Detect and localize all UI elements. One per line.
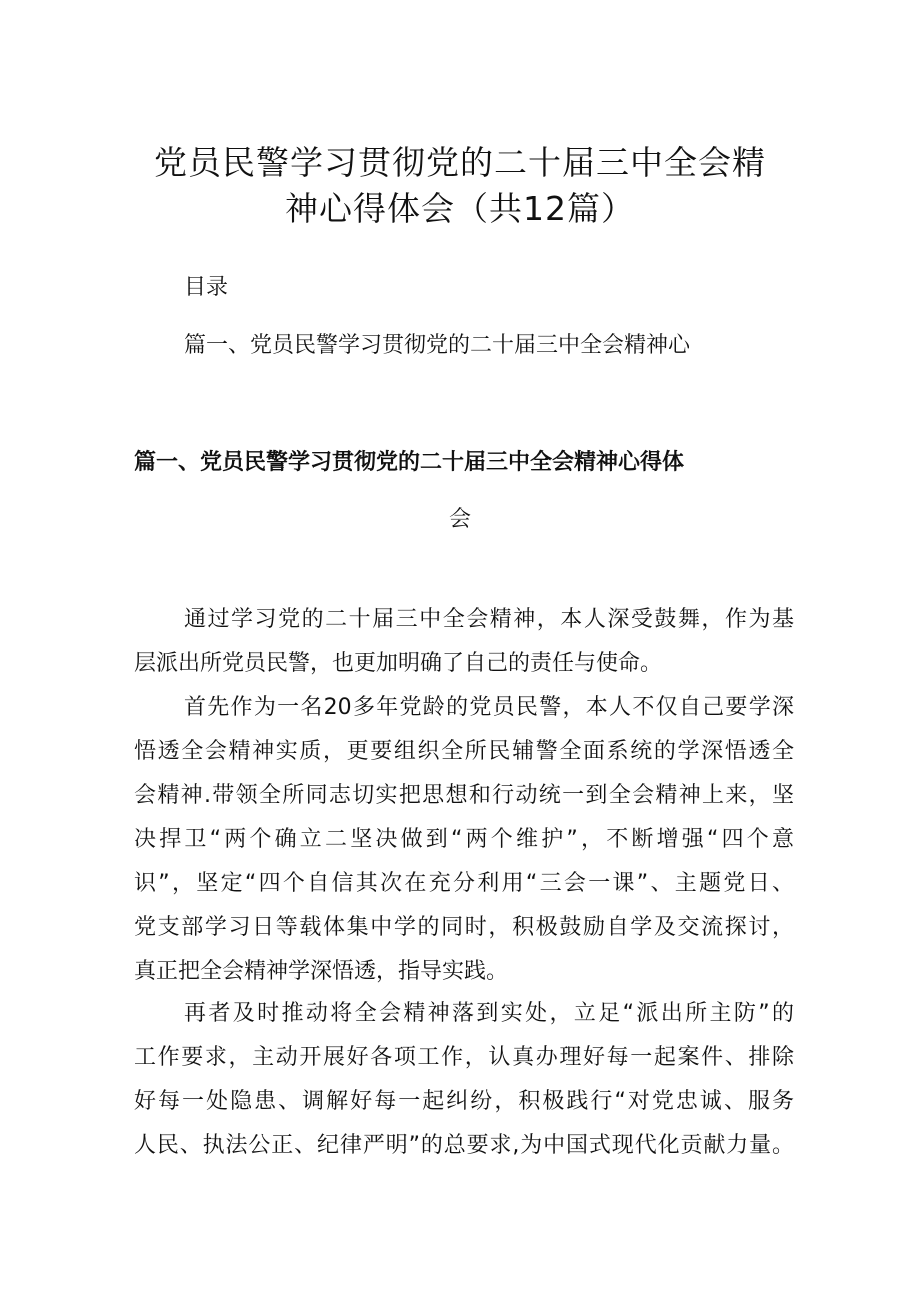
paragraph-3-line-1: 再者及时推动将全会精神落到实处，立足“派出所主防”的: [184, 1001, 794, 1026]
section-heading: 篇一、党员民警学习贯彻党的二十届三中全会精神心得体: [134, 450, 685, 475]
document-title-line-2: 神心得体会（共12篇）: [285, 189, 635, 228]
paragraph-2-line-5: 识”，坚定“四个自信其次在充分利用“三会一课”、主题党日、: [134, 871, 794, 896]
toc-item-1[interactable]: 篇一、党员民警学习贯彻党的二十届三中全会精神心: [184, 333, 691, 358]
paragraph-3-line-2: 工作要求，主动开展好各项工作，认真办理好每一起案件、排除: [134, 1045, 794, 1070]
paragraph-3-line-4: 人民、执法公正、纪律严明”的总要求,为中国式现代化贡献力量。: [134, 1133, 794, 1158]
paragraph-1-line-2: 层派出所党员民警，也更加明确了自己的责任与使命。: [134, 651, 663, 676]
section-heading-continuation: 会: [448, 507, 471, 532]
paragraph-2-line-7: 真正把全会精神学深悟透，指导实践。: [134, 959, 509, 984]
paragraph-2-line-6: 党支部学习日等载体集中学的同时，积极鼓励自学及交流探讨，: [134, 915, 794, 940]
paragraph-2-line-2: 悟透全会精神实质，更要组织全所民辅警全面系统的学深悟透全: [134, 739, 794, 764]
paragraph-2-line-1: 首先作为一名20多年党龄的党员民警，本人不仅自己要学深: [184, 695, 794, 720]
paragraph-2-line-3: 会精神.带领全所同志切实把思想和行动统一到全会精神上来，坚: [134, 783, 794, 808]
paragraph-2-line-4: 决捍卫“两个确立二坚决做到“两个维护”，不断增强“四个意: [134, 827, 794, 852]
paragraph-3-line-3: 好每一处隐患、调解好每一起纠纷，积极践行“对党忠诚、服务: [134, 1089, 794, 1114]
toc-label: 目录: [184, 275, 229, 300]
paragraph-1-line-1: 通过学习党的二十届三中全会精神，本人深受鼓舞，作为基: [184, 607, 794, 632]
document-title-line-1: 党员民警学习贯彻党的二十届三中全会精: [154, 143, 766, 182]
